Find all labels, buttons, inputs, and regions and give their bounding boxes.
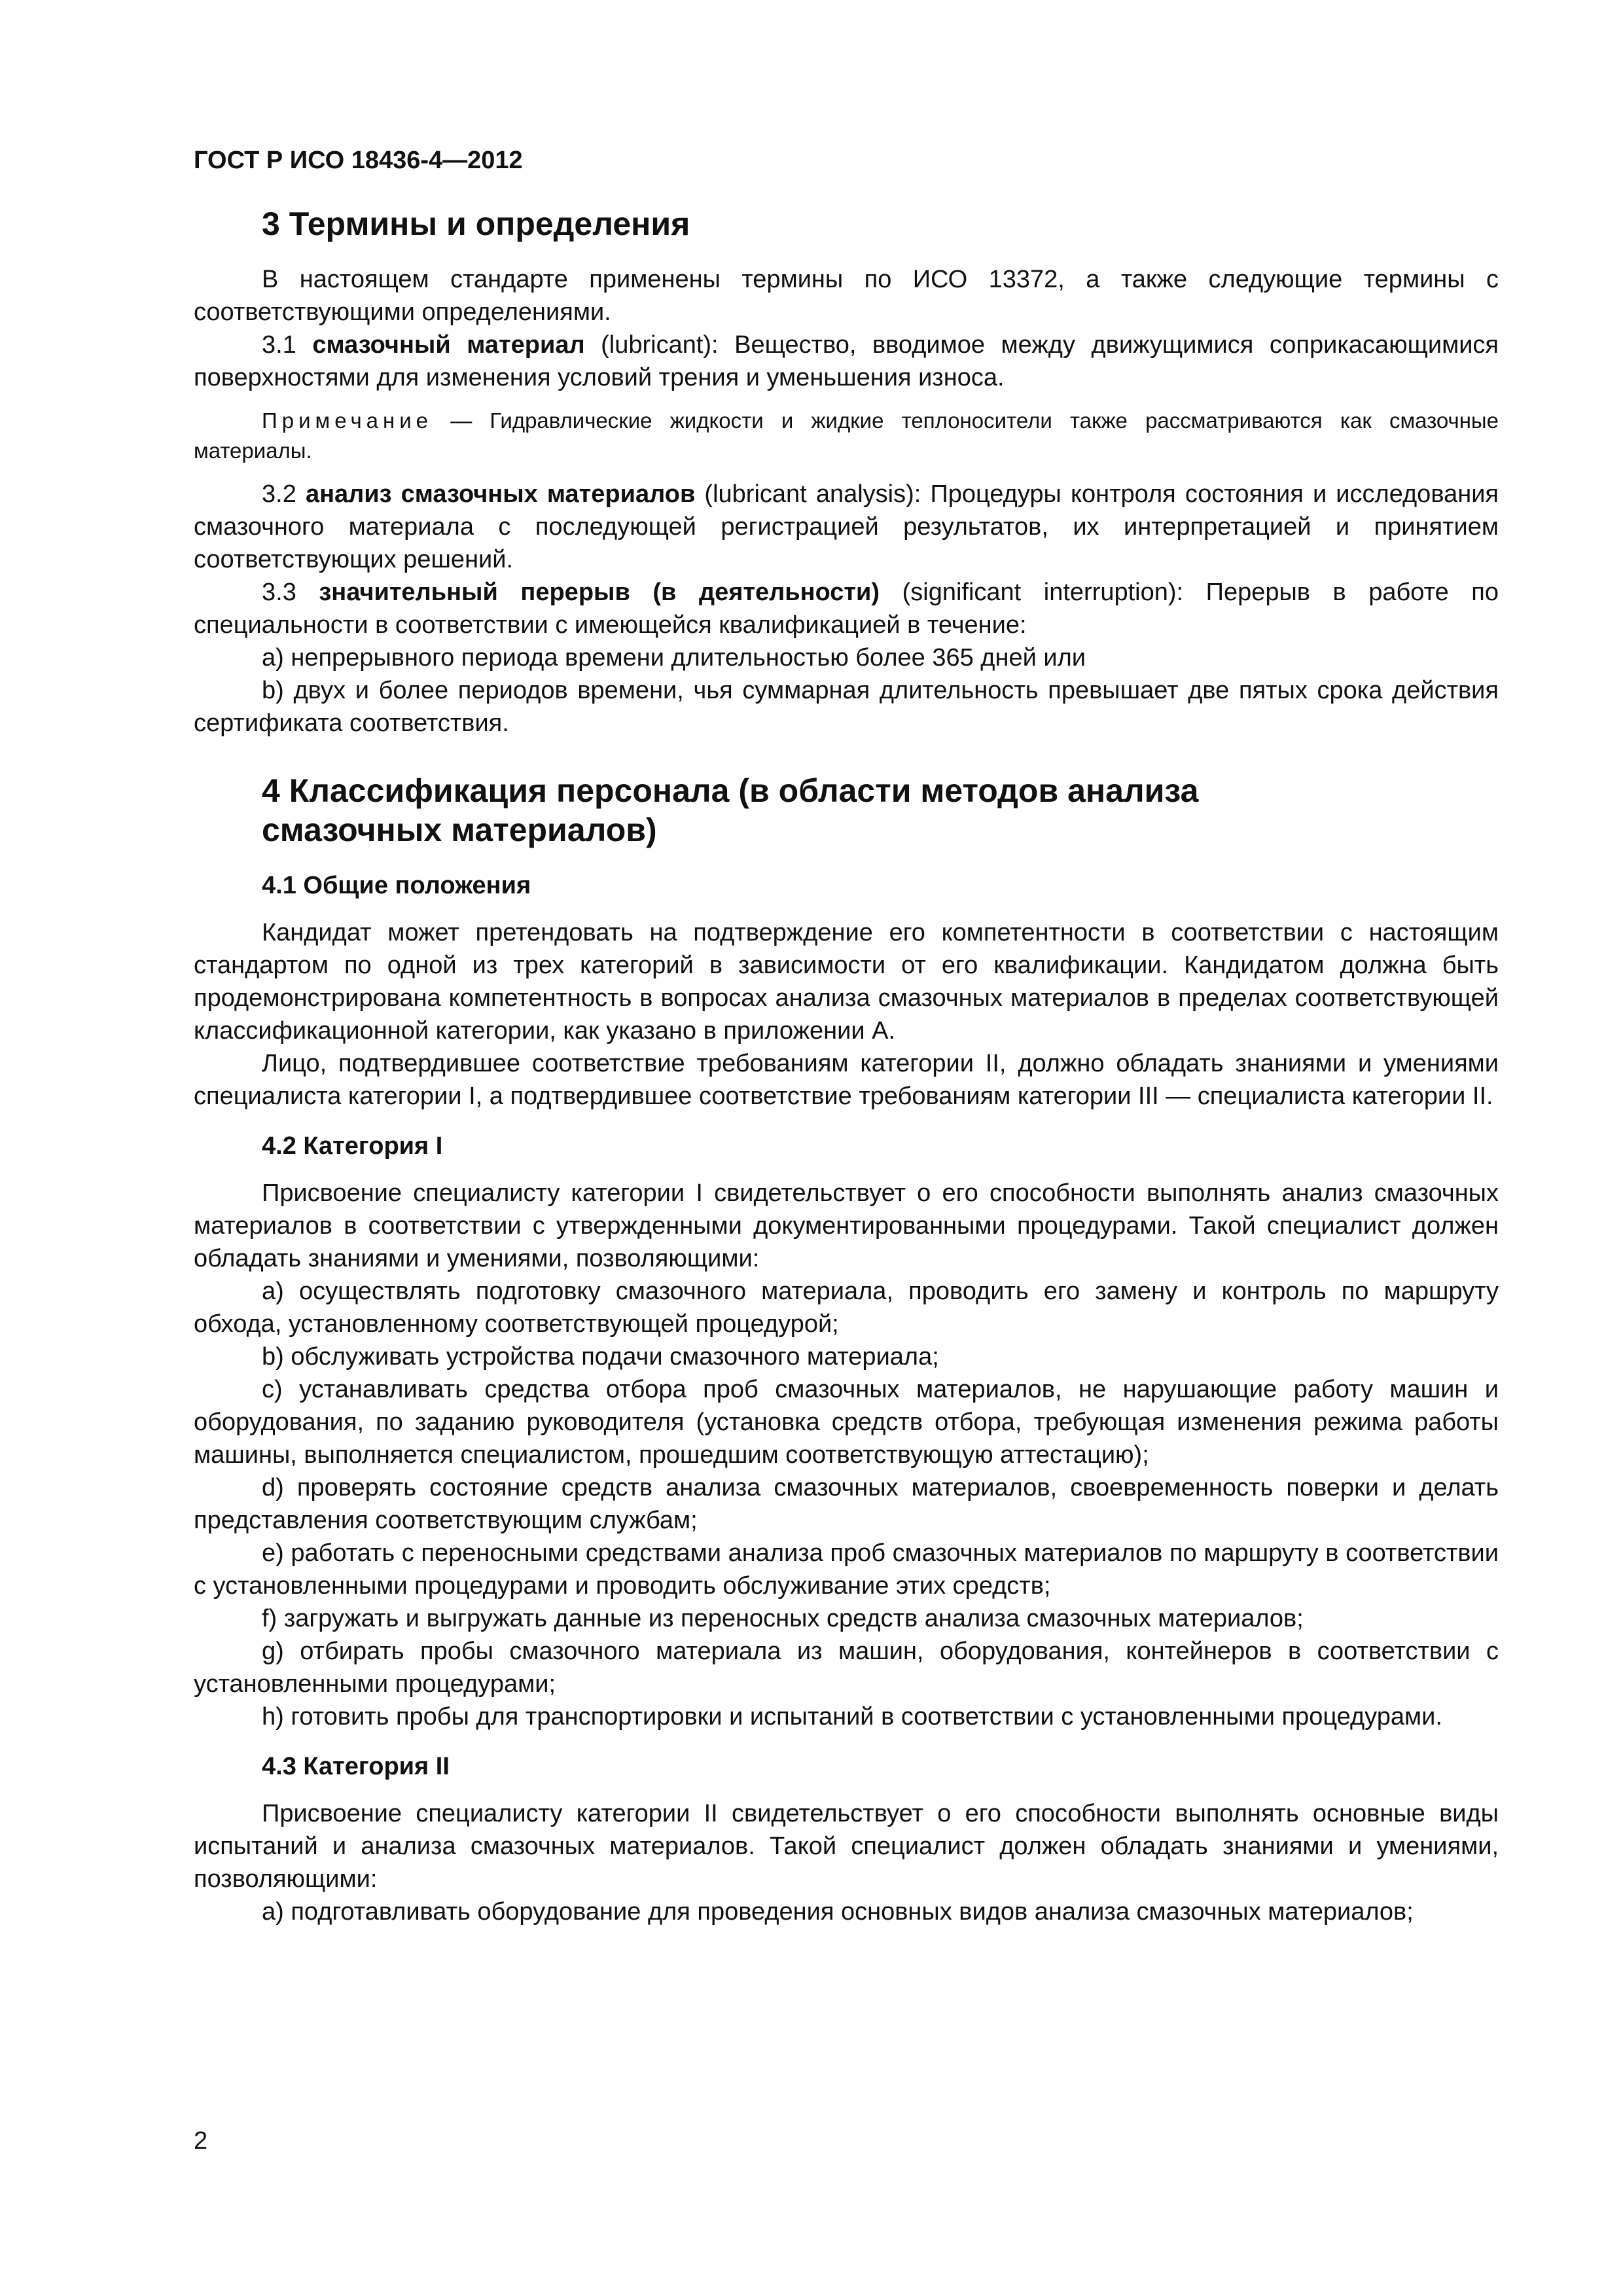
document-header: ГОСТ Р ИСО 18436-4—2012 [194, 147, 523, 174]
list-item: h) готовить пробы для транспортировки и испытаний в соответствии с установленными процедурами. [262, 1703, 1442, 1731]
section-4-heading-line1: 4 Классификация персонала (в области методов анализа [262, 772, 1199, 809]
term-3-3-number: 3.3 [262, 579, 319, 606]
term-3-3-definition: (significant interruption): Перерыв в работе по специальности в соответствии с имеющейся квалификацией в течение: [194, 579, 1499, 639]
section-3-heading: 3 Термины и определения [262, 206, 690, 242]
list-item: b) обслуживать устройства подачи смазочного материала; [262, 1343, 939, 1371]
section-4-heading [194, 771, 1499, 850]
list-item: a) осуществлять подготовку смазочного материала, проводить его замену и контроль по маршруту обхода, установленному соответствующей процедурой; [194, 1278, 1499, 1338]
list-item: a) подготавливать оборудование для проведения основных видов анализа смазочных материалов; [262, 1898, 1414, 1926]
subsection-4-1-paragraph-1: Кандидат может претендовать на подтверждение его компетентности в соответствии с настоящим стандартом по одной из трех категорий в зависимости от его квалификации. Кандидатом должна быть продемонстрирована компетентность в вопросах анализа смазочных материалов в пределах соответствующей классификационной категории, как указано в приложении А. [194, 919, 1499, 1045]
section-4-heading-line2: смазочных материалов) [262, 812, 657, 848]
term-3-2-number: 3.2 [262, 480, 306, 508]
term-3-2-term: анализ смазочных материалов [305, 480, 696, 508]
list-item: c) устанавливать средства отбора проб смазочных материалов, не нарушающие работу машин и оборудования, по заданию руководителя (установка средств отбора, требующая изменения режима работы машины, выполняется специалистом, прошедшим соответствующую аттестацию); [194, 1376, 1499, 1469]
list-item: f) загружать и выгружать данные из переносных средств анализа смазочных материалов; [262, 1605, 1304, 1632]
term-3-3-term: значительный перерыв (в деятельности) [319, 579, 880, 606]
note [194, 406, 1499, 466]
document-page [194, 145, 1499, 1928]
term-3-1 [194, 329, 1499, 394]
term-3-1-definition: (lubricant): Вещество, вводимое между движущимися соприкасающимися поверхностями для изменения условий трения и уменьшения износа. [194, 331, 1499, 391]
term-3-2 [194, 478, 1499, 576]
list-item: g) отбирать пробы смазочного материала из машин, оборудования, контейнеров в соответствии с установленными процедурами; [194, 1638, 1499, 1698]
term-3-1-term: смазочный материал [312, 331, 585, 359]
subsection-4-2-intro: Присвоение специалисту категории I свидетельствует о его способности выполнять анализ смазочных материалов в соответствии с утвержденными документированными процедурами. Такой специалист должен обладать знаниями и умениями, позволяющими: [194, 1179, 1499, 1272]
note-text: — Гидравлические жидкости и жидкие теплоносители также рассматриваются как смазочные материалы. [194, 408, 1499, 463]
subsection-4-1-heading: 4.1 Общие положения [262, 872, 531, 899]
subsection-4-3-intro: Присвоение специалисту категории II свидетельствует о его способности выполнять основные виды испытаний и анализа смазочных материалов. Такой специалист должен обладать знаниями и умениями, позволяющими: [194, 1800, 1499, 1893]
term-3-3 [194, 576, 1499, 641]
term-3-3-item-b: b) двух и более периодов времени, чья суммарная длительность превышает две пятых срока действия сертификата соответствия. [194, 677, 1499, 737]
list-item: e) работать с переносными средствами анализа проб смазочных материалов по маршруту в соответствии с установленными процедурами и проводить обслуживание этих средств; [194, 1539, 1499, 1600]
list-item: d) проверять состояние средств анализа смазочных материалов, своевременность поверки и делать представления соответствующим службам; [194, 1474, 1499, 1534]
term-3-2-definition: (lubricant analysis): Процедуры контроля состояния и исследования смазочного материала с последующей регистрацией результатов, их интерпретацией и принятием соответствующих решений. [194, 480, 1499, 573]
term-3-1-number: 3.1 [262, 331, 313, 359]
page-number: 2 [194, 2127, 208, 2155]
note-label: Примечание [262, 408, 433, 433]
subsection-4-3-heading: 4.3 Категория II [262, 1753, 450, 1780]
subsection-4-2-heading: 4.2 Категория I [262, 1132, 443, 1160]
section-3-intro: В настоящем стандарте применены термины по ИСО 13372, а также следующие термины с соответствующими определениями. [194, 266, 1499, 326]
term-3-3-item-a: a) непрерывного периода времени длительностью более 365 дней или [262, 644, 1086, 672]
subsection-4-1-paragraph-2: Лицо, подтвердившее соответствие требованиям категории II, должно обладать знаниями и умениями специалиста категории I, а подтвердившее соответствие требованиям категории III — специалиста категории II. [194, 1050, 1499, 1110]
